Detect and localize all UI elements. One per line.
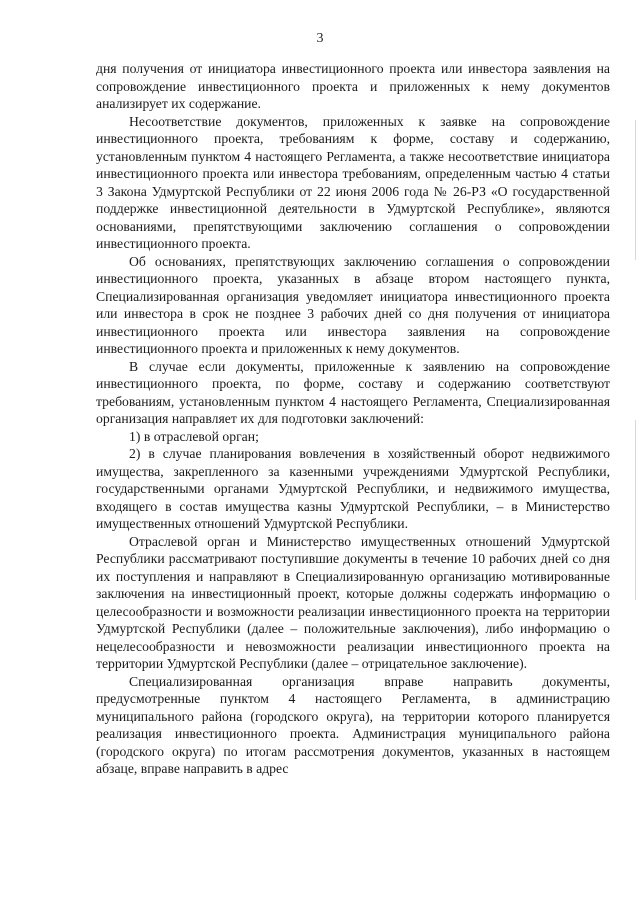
paragraph-compliance: В случае если документы, приложенные к заявлению на сопровождение инвестиционного проекта, по форме, составу и содержанию соответствуют требованиям, установленным пунктом 4 настоящего Регламента, Специализированная организация направляет их для подготовки заключений:: [96, 358, 610, 426]
list-item-1: 1) в отраслевой орган;: [129, 428, 259, 444]
list-item-2: 2) в случае планирования вовлечения в хозяйственный оборот недвижимого имущества, закрепленного за казенными учреждениями Удмуртской Республики, государственными органами Удмуртской Республики, и недвижимого имущества, входящего в состав имущества казны Удмуртской Республики, – в Министерство имущественных отношений Удмуртской Республики.: [96, 446, 610, 531]
paragraph-review: Отраслевой орган и Министерство имущественных отношений Удмуртской Республики рассматривают поступившие документы в течение 10 рабочих дней со дня их поступления и направляют в Специализированную организацию мотивированные заключения на инвестиционный проект, которые должны содержать информацию о целесообразности и возможности реализации инвестиционного проекта на территории Удмуртской Республики (далее – положительные заключения), либо информацию о нецелесообразности и невозможности реализации инвестиционного проекта на территории Удмуртской Республики (далее – отрицательное заключение).: [96, 533, 610, 671]
paragraph-continuation: дня получения от инициатора инвестиционного проекта или инвестора заявления на сопровождение инвестиционного проекта и приложенных к нему документов анализирует их содержание.: [96, 61, 610, 111]
scan-edge-mark: [635, 420, 636, 600]
paragraph-noncompliance: Несоответствие документов, приложенных к заявке на сопровождение инвестиционного проекта, требованиям к форме, составу и содержанию, установленным пунктом 4 настоящего Регламента, а также несоответствие инициатора инвестиционного проекта или инвестора требованиям, определенным частью 4 статьи 3 Закона Удмуртской Республики от 22 июня 2006 года № 26-РЗ «О государственной поддержке инвестиционной деятельности в Удмуртской Республике», являются основаниями, препятствующими заключению соглашения о сопровождении инвестиционного проекта.: [96, 113, 610, 251]
scan-edge-mark: [635, 120, 636, 260]
paragraph-municipal: Специализированная организация вправе направить документы, предусмотренные пунктом 4 настоящего Регламента, в администрацию муниципального района (городского округа), на территории которого планируется реализация инвестиционного проекта. Администрация муниципального района (городского округа) по итогам рассмотрения документов, указанных в настоящем абзаце, вправе направить в адрес: [96, 673, 610, 776]
paragraph-notification: Об основаниях, препятствующих заключению соглашения о сопровождении инвестиционного проекта, указанных в абзаце втором настоящего пункта, Специализированная организация уведомляет инициатора инвестиционного проекта или инвестора в срок не позднее 3 рабочих дней со дня получения от инициатора инвестиционного проекта или инвестора заявления на сопровождение инвестиционного проекта и приложенных к нему документов.: [96, 253, 610, 356]
page-number: 3: [316, 31, 324, 46]
document-body: [96, 60, 610, 778]
